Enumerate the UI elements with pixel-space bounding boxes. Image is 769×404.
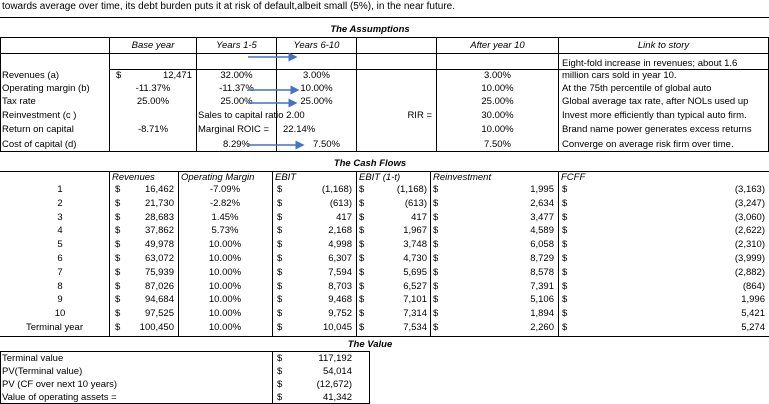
ebit-1t-cell: (1,168): [396, 184, 427, 195]
ebit-1t-cell: 7,534: [403, 322, 427, 333]
currency-symbol: $: [433, 212, 439, 223]
sales-to-capital-ratio: Sales to capital ratio 2.00: [198, 110, 305, 121]
currency-symbol: $: [277, 267, 283, 278]
header-revenues: Revenues: [112, 172, 155, 183]
year-label: 6: [57, 253, 63, 264]
ebit-1t-cell: 1,967: [403, 225, 427, 236]
fcff-cell: (2,310): [734, 239, 765, 250]
currency-symbol: $: [359, 198, 365, 209]
fcff-cell: (864): [742, 281, 765, 292]
years-1-5-value: 32.00%: [220, 70, 253, 81]
header-after-year-10: After year 10: [470, 40, 525, 51]
currency-symbol: $: [115, 267, 121, 278]
reinvestment-cell: 7,391: [530, 281, 554, 292]
currency-symbol: $: [115, 253, 121, 264]
currency-symbol: $: [562, 184, 568, 195]
link-text: At the 75th percentile of global auto: [562, 83, 712, 94]
link-text: million cars sold in year 10.: [562, 70, 677, 81]
currency-symbol: $: [359, 212, 365, 223]
value-label: Terminal value: [2, 353, 64, 364]
assumption-label: Revenues (a): [2, 70, 60, 81]
assumption-label: Operating margin (b): [2, 83, 90, 94]
margin-cell: 1.45%: [211, 212, 239, 223]
assumption-label: Reinvestment (c ): [2, 110, 77, 121]
rir-label: RIR =: [407, 110, 432, 121]
header-link-to-story: Link to story: [637, 40, 690, 51]
years-6-10-value: 25.00%: [300, 96, 333, 107]
currency-symbol: $: [115, 294, 121, 305]
currency-symbol: $: [433, 308, 439, 319]
header-years-1-5: Years 1-5: [216, 40, 257, 51]
currency-symbol: $: [433, 267, 439, 278]
currency-symbol: $: [359, 184, 365, 195]
ebit-cell: 417: [336, 212, 352, 223]
currency-symbol: $: [277, 225, 283, 236]
link-text-revenue-top: Eight-fold increase in revenues; about 1.6: [562, 58, 738, 69]
header-years-6-10: Years 6-10: [293, 40, 340, 51]
assumption-label: Return on capital: [2, 124, 74, 135]
currency-symbol: $: [562, 239, 568, 250]
ebit-cell: 6,307: [328, 253, 352, 264]
marginal-roic-value: 22.14%: [283, 124, 316, 135]
fcff-cell: (3,999): [734, 253, 765, 264]
currency-symbol: $: [277, 198, 283, 209]
currency-symbol: $: [433, 281, 439, 292]
currency-symbol: $: [277, 366, 283, 377]
margin-cell: 10.00%: [208, 253, 242, 264]
reinvestment-cell: 4,589: [530, 225, 554, 236]
assumption-label: Cost of capital (d): [2, 139, 77, 150]
reinvestment-cell: 8,578: [530, 267, 554, 278]
revenue-cell: 75,939: [144, 267, 174, 278]
revenue-cell: 37,862: [144, 225, 174, 236]
currency-symbol: $: [433, 294, 439, 305]
year-label: 8: [57, 281, 63, 292]
ebit-1t-cell: 6,527: [403, 281, 427, 292]
currency-symbol: $: [277, 353, 283, 364]
currency-symbol: $: [359, 253, 365, 264]
currency-symbol: $: [277, 184, 283, 195]
year-label: 3: [57, 212, 63, 223]
revenue-cell: 49,978: [144, 239, 174, 250]
currency-symbol: $: [277, 322, 283, 333]
marginal-roic-label: Marginal ROIC =: [198, 124, 270, 135]
currency-symbol: $: [115, 212, 121, 223]
intro-text: towards average over time, its debt burden puts it at risk of default,albeit small (5%), in the near future.: [2, 1, 456, 12]
currency-symbol: $: [433, 253, 439, 264]
value-amount: 41,342: [322, 392, 352, 403]
link-text: Converge on average risk firm over time.: [562, 139, 734, 150]
currency-symbol: $: [562, 281, 568, 292]
after-year-10-value: 7.50%: [484, 139, 511, 150]
ebit-cell: (1,168): [321, 184, 352, 195]
currency-symbol: $: [562, 212, 568, 223]
ebit-1t-cell: 7,314: [403, 308, 427, 319]
currency-symbol: $: [359, 294, 365, 305]
base-value: -8.71%: [137, 124, 169, 135]
margin-cell: 10.00%: [208, 239, 242, 250]
years-1-5-value: -11.37%: [219, 83, 254, 94]
year-label: 9: [57, 294, 63, 305]
value-amount: 54,014: [322, 366, 352, 377]
value-amount: 117,192: [318, 353, 352, 364]
reinvestment-cell: 1,894: [530, 308, 554, 319]
currency-symbol: $: [433, 322, 439, 333]
currency-symbol: $: [359, 267, 365, 278]
after-year-10-value: 3.00%: [484, 70, 511, 81]
currency-symbol: $: [562, 253, 568, 264]
header-ebit: EBIT: [275, 172, 297, 183]
fcff-cell: 5,421: [741, 308, 765, 319]
currency-symbol: $: [562, 198, 568, 209]
currency-symbol: $: [277, 253, 283, 264]
reinvestment-cell: 3,477: [530, 212, 554, 223]
margin-cell: 10.00%: [208, 322, 242, 333]
margin-cell: 10.00%: [208, 294, 242, 305]
margin-cell: 10.00%: [208, 281, 242, 292]
cash-flows-title: The Cash Flows: [333, 158, 407, 169]
revenue-cell: 28,683: [144, 212, 174, 223]
years-6-10-value: 10.00%: [300, 83, 333, 94]
currency-symbol: $: [277, 294, 283, 305]
fcff-cell: (3,163): [734, 184, 765, 195]
after-year-10-value: 10.00%: [481, 124, 514, 135]
currency-symbol: $: [277, 392, 283, 403]
ebit-1t-cell: 5,695: [403, 267, 427, 278]
reinvestment-cell: 5,106: [530, 294, 554, 305]
currency-symbol: $: [277, 239, 283, 250]
currency-symbol: $: [359, 239, 365, 250]
revenue-cell: 97,525: [144, 308, 174, 319]
after-year-10-value: 10.00%: [481, 83, 514, 94]
header-base-year: Base year: [131, 40, 175, 51]
ebit-1t-cell: (613): [404, 198, 427, 209]
value-label: PV(Terminal value): [2, 366, 83, 377]
revenue-cell: 21,730: [144, 198, 174, 209]
currency-symbol: $: [562, 225, 568, 236]
value-title: The Value: [347, 339, 393, 350]
ebit-1t-cell: 7,101: [403, 294, 427, 305]
ebit-1t-cell: 3,748: [403, 239, 427, 250]
header-fcff: FCFF: [561, 172, 586, 183]
value-label: Value of operating assets =: [2, 392, 117, 403]
currency-symbol: $: [433, 198, 439, 209]
currency-symbol: $: [562, 308, 568, 319]
currency-symbol: $: [277, 308, 283, 319]
currency-symbol: $: [359, 281, 365, 292]
currency-symbol: $: [115, 308, 121, 319]
assumptions-title: The Assumptions: [330, 24, 410, 35]
fcff-cell: (3,247): [734, 198, 765, 209]
header-reinvestment: Reinvestment: [433, 172, 492, 183]
fcff-cell: 5,274: [741, 322, 765, 333]
revenue-cell: 94,684: [144, 294, 174, 305]
currency-symbol: $: [115, 198, 121, 209]
year-label: Terminal year: [25, 322, 84, 333]
ebit-cell: 9,752: [328, 308, 352, 319]
revenue-cell: 100,450: [139, 322, 174, 333]
ebit-cell: 2,168: [328, 225, 352, 236]
revenue-cell: 63,072: [144, 253, 174, 264]
currency-symbol: $: [115, 184, 121, 195]
currency-symbol: $: [115, 239, 121, 250]
value-label: PV (CF over next 10 years): [2, 379, 118, 390]
year-label: 10: [54, 308, 66, 319]
reinvestment-cell: 1,995: [530, 184, 554, 195]
year-label: 2: [57, 198, 63, 209]
base-value: 25.00%: [136, 96, 170, 107]
currency-symbol: $: [115, 281, 121, 292]
fcff-cell: 1,996: [741, 294, 765, 305]
value-amount: (12,672): [316, 379, 352, 390]
year-label: 1: [57, 184, 63, 195]
currency-symbol: $: [277, 212, 283, 223]
reinvestment-cell: 2,634: [530, 198, 554, 209]
currency-symbol: $: [359, 322, 365, 333]
currency-symbol: $: [433, 239, 439, 250]
link-text: Brand name power generates excess returns: [562, 124, 752, 135]
ebit-cell: 10,045: [322, 322, 352, 333]
header-operating-margin: Operating Margin: [181, 172, 255, 183]
margin-cell: -2.82%: [209, 198, 241, 209]
ebit-cell: 4,998: [328, 239, 352, 250]
years-6-10-value: 7.50%: [313, 139, 340, 150]
year-label: 4: [57, 225, 63, 236]
currency-symbol: $: [433, 184, 439, 195]
currency-symbol: $: [277, 281, 283, 292]
years-1-5-value: 25.00%: [220, 96, 253, 107]
assumption-label: Tax rate: [2, 96, 36, 107]
ebit-cell: 9,468: [328, 294, 352, 305]
year-label: 7: [57, 267, 63, 278]
currency-symbol: $: [433, 225, 439, 236]
after-year-10-value: 25.00%: [481, 96, 514, 107]
reinvestment-cell: 6,058: [530, 239, 554, 250]
ebit-1t-cell: 4,730: [403, 253, 427, 264]
fcff-cell: (3,060): [734, 212, 765, 223]
ebit-1t-cell: 417: [411, 212, 427, 223]
currency-symbol: $: [115, 322, 121, 333]
currency-symbol: $: [115, 225, 121, 236]
margin-cell: -7.09%: [209, 184, 241, 195]
fcff-cell: (2,622): [734, 225, 765, 236]
currency-symbol: $: [359, 308, 365, 319]
margin-cell: 5.73%: [211, 225, 239, 236]
revenue-cell: 87,026: [144, 281, 174, 292]
year-label: 5: [57, 239, 63, 250]
reinvestment-cell: 8,729: [530, 253, 554, 264]
reinvestment-cell: 2,260: [530, 322, 554, 333]
currency-symbol: $: [116, 70, 122, 81]
currency-symbol: $: [562, 322, 568, 333]
ebit-cell: 8,703: [328, 281, 352, 292]
base-value: 12,471: [162, 70, 192, 81]
ebit-cell: 7,594: [328, 267, 352, 278]
currency-symbol: $: [277, 379, 283, 390]
ebit-cell: (613): [329, 198, 352, 209]
fcff-cell: (2,882): [734, 267, 765, 278]
link-text: Invest more efficiently than typical auto firm.: [562, 110, 747, 121]
currency-symbol: $: [562, 267, 568, 278]
header-ebit-1-t: EBIT (1-t): [359, 172, 401, 183]
currency-symbol: $: [359, 225, 365, 236]
link-text: Global average tax rate, after NOLs used up: [562, 96, 749, 107]
margin-cell: 10.00%: [208, 308, 242, 319]
after-year-10-value: 30.00%: [481, 110, 514, 121]
currency-symbol: $: [562, 294, 568, 305]
revenue-cell: 16,462: [144, 184, 174, 195]
years-6-10-value: 3.00%: [303, 70, 330, 81]
base-value: -11.37%: [135, 83, 171, 94]
margin-cell: 10.00%: [208, 267, 242, 278]
years-1-5-value: 8.29%: [223, 139, 250, 150]
